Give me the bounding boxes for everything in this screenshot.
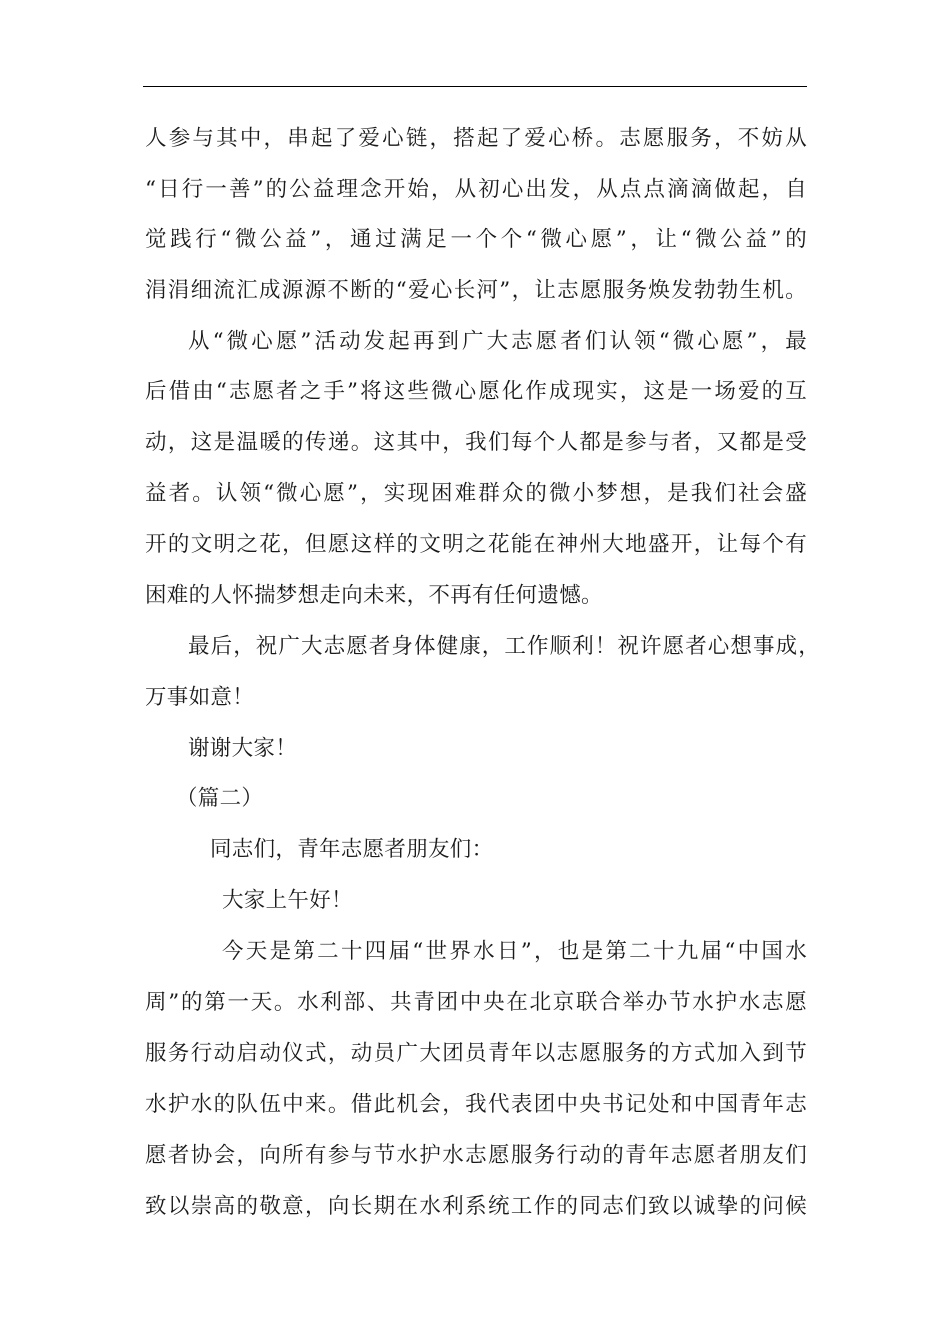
header-rule [143, 86, 807, 87]
greeting: 大家上午好！ [222, 888, 353, 913]
text-line: 水护水的队伍中来。借此机会，我代表团中央书记处和中国青年志 [145, 1092, 807, 1117]
section-heading: （篇二） [176, 786, 264, 811]
text-line: 开的文明之花，但愿这样的文明之花能在神州大地盛开，让每个有 [145, 532, 807, 557]
text-line: 益者。认领“微心愿”，实现困难群众的微小梦想，是我们社会盛 [145, 481, 807, 506]
text-line: 动，这是温暖的传递。这其中，我们每个人都是参与者，又都是受 [145, 430, 807, 455]
salutation: 同志们，青年志愿者朋友们： [210, 837, 494, 862]
text-line: 愿者协会，向所有参与节水护水志愿服务行动的青年志愿者朋友们 [145, 1143, 807, 1168]
text-line: 后借由“志愿者之手”将这些微心愿化作成现实，这是一场爱的互 [145, 379, 807, 404]
text-line: 周”的第一天。水利部、共青团中央在北京联合举办节水护水志愿 [145, 990, 807, 1015]
text-line: 致以崇高的敬意，向长期在水利系统工作的同志们致以诚挚的问候 [145, 1194, 807, 1219]
text-line: 觉践行“微公益”，通过满足一个个“微心愿”，让“微公益”的 [145, 227, 807, 252]
text-line: 涓涓细流汇成源源不断的“爱心长河”，让志愿服务焕发勃勃生机。 [145, 278, 807, 303]
text-line: 人参与其中，串起了爱心链，搭起了爱心桥。志愿服务，不妨从 [145, 126, 807, 151]
text-line: 万事如意！ [145, 685, 255, 710]
thanks-line: 谢谢大家！ [188, 736, 298, 761]
text-line: 服务行动启动仪式，动员广大团员青年以志愿服务的方式加入到节 [145, 1041, 807, 1066]
text-line: 困难的人怀揣梦想走向未来，不再有任何遗憾。 [145, 583, 603, 608]
text-line: 今天是第二十四届“世界水日”，也是第二十九届“中国水 [222, 939, 807, 964]
text-line: 最后，祝广大志愿者身体健康，工作顺利！祝许愿者心想事成， [188, 634, 820, 659]
text-line: “日行一善”的公益理念开始，从初心出发，从点点滴滴做起，自 [145, 177, 807, 202]
text-line: 从“微心愿”活动发起再到广大志愿者们认领“微心愿”，最 [188, 329, 807, 354]
